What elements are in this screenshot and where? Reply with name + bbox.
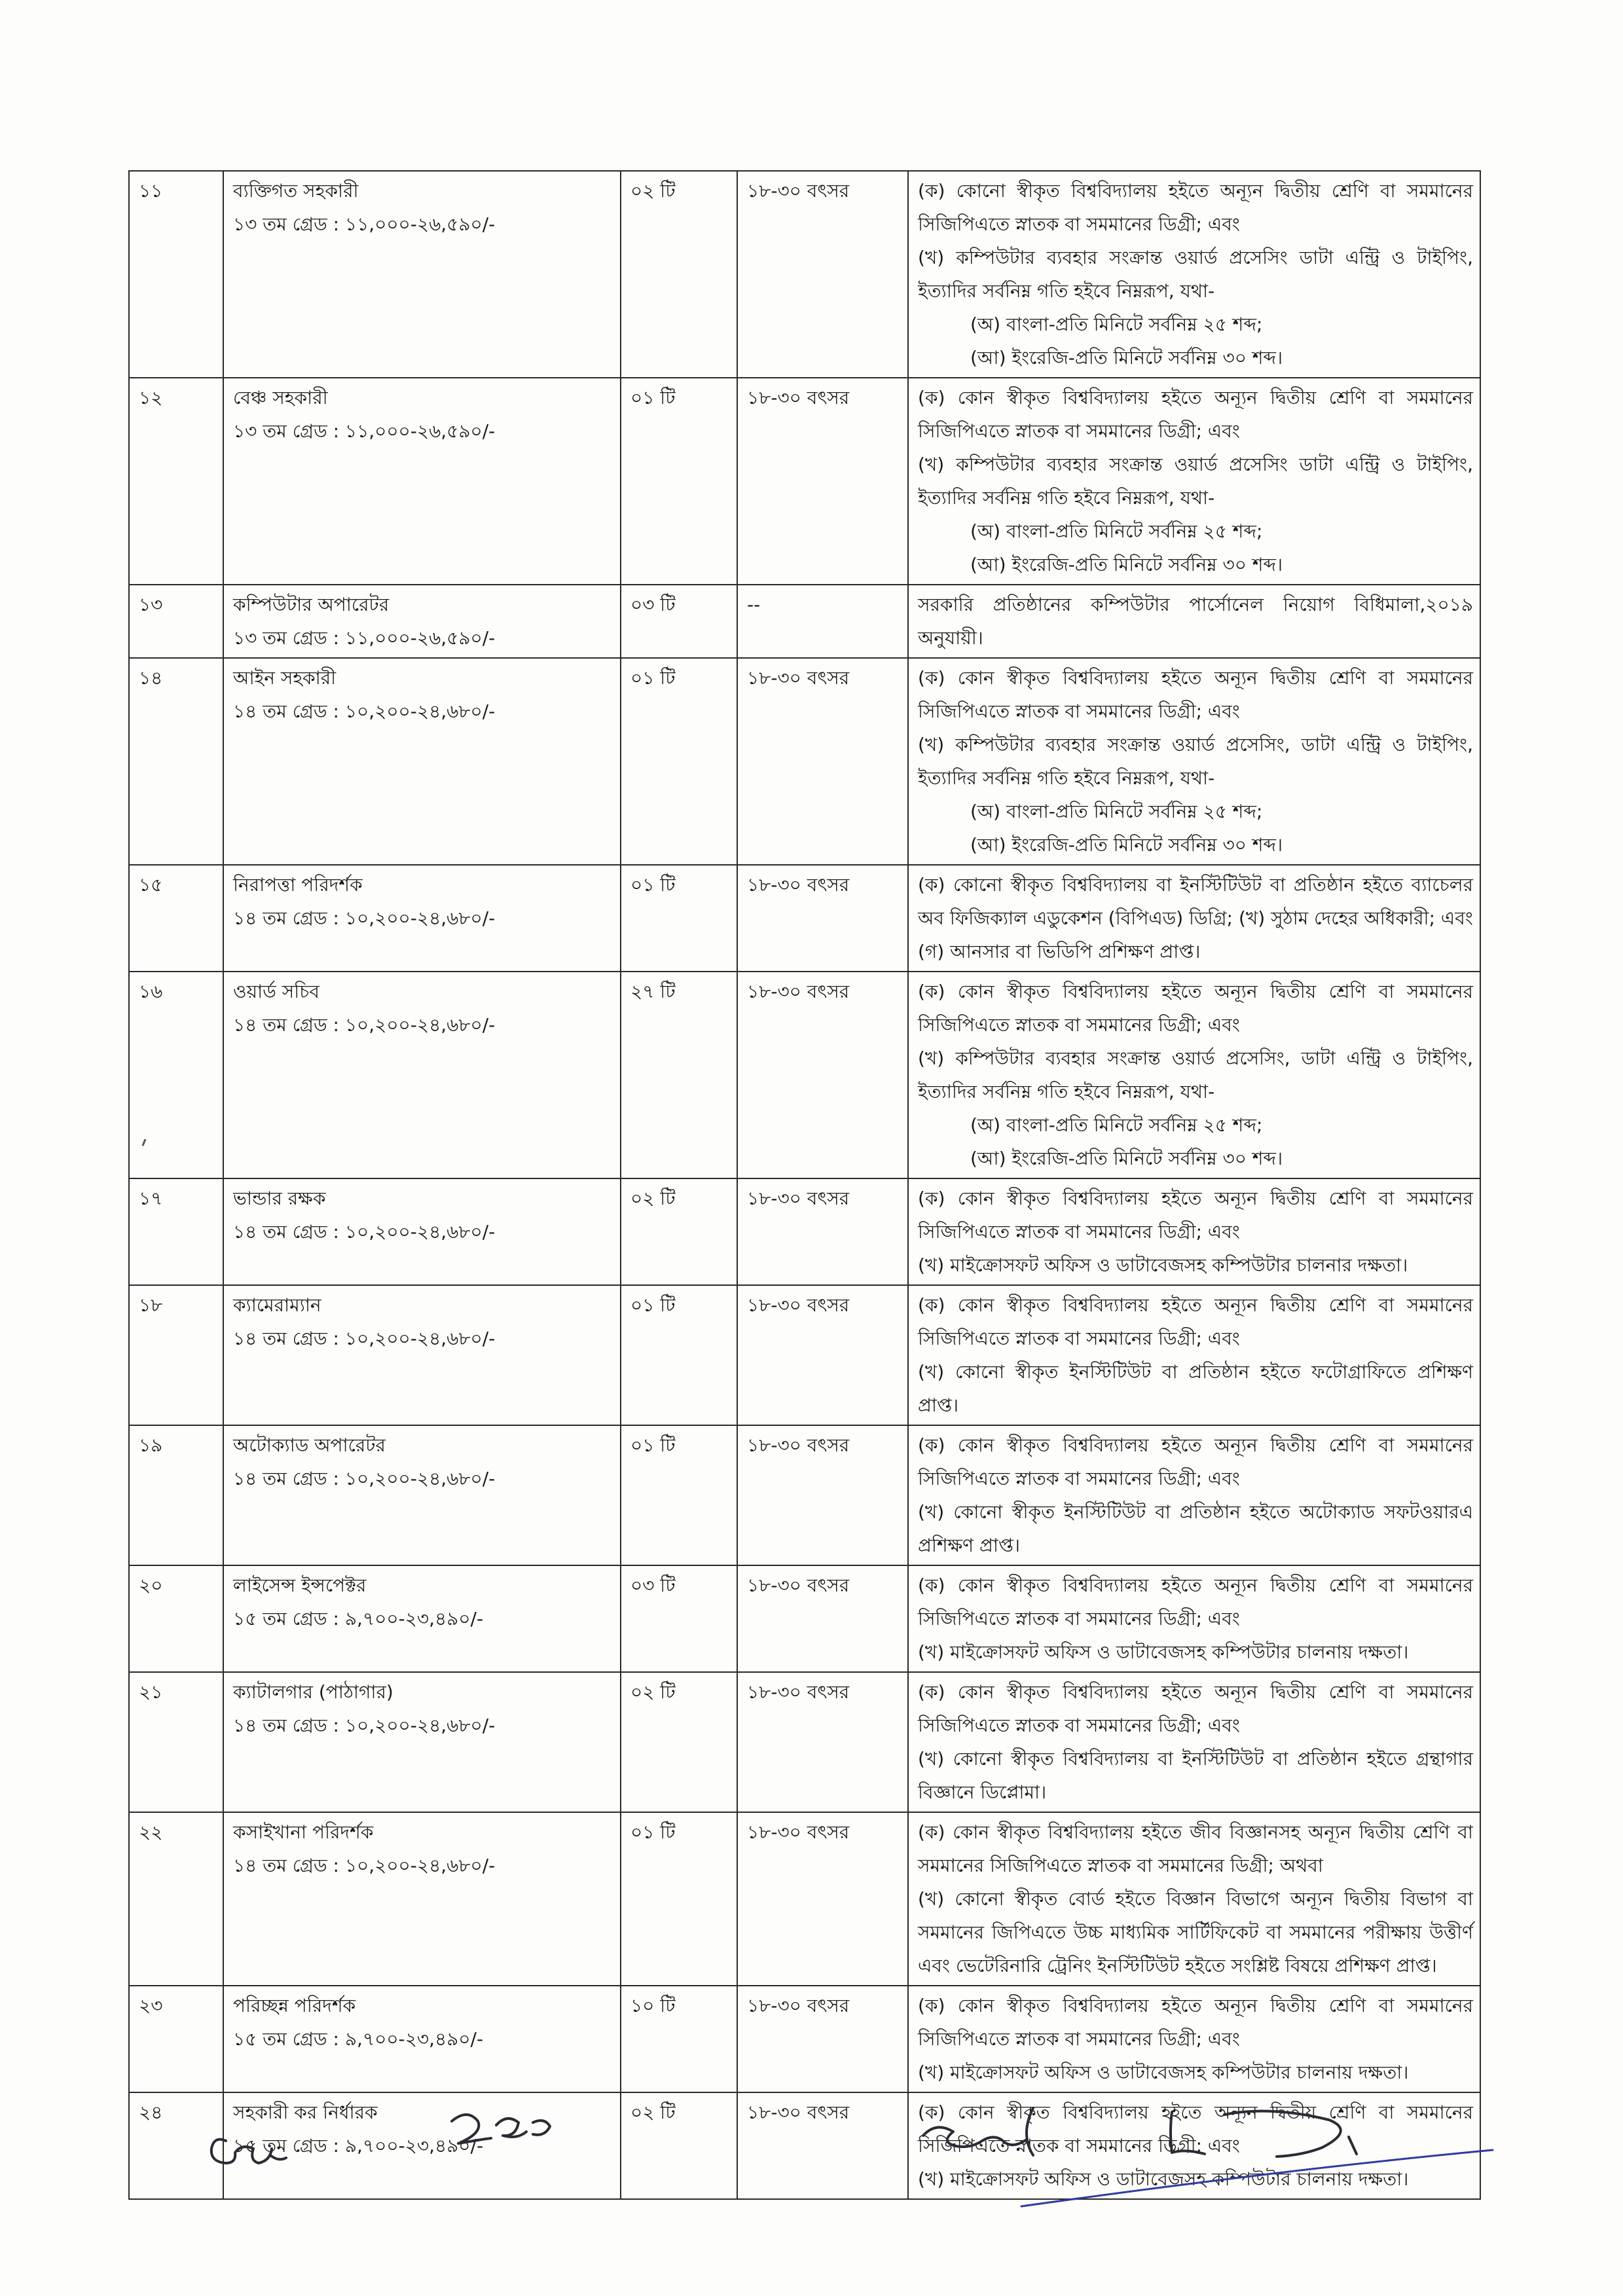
qualification-line: (খ) কম্পিউটার ব্যবহার সংক্রান্ত ওয়ার্ড প্রসেসিং ডাটা এন্ট্রি ও টাইপিং, ইত্যাদির সর্বনিম্ন গতি হইবে নিম্নরূপ, যথা-	[918, 454, 1473, 509]
qualification-line: (আ) ইংরেজি-প্রতি মিনিটে সর্বনিম্ন ৩০ শব্দ।	[970, 1148, 1283, 1169]
pay-grade: ১৪ তম গ্রেড : ১০,২০০-২৪,৬৮০/-	[233, 1221, 496, 1243]
age-limit: ১৮-৩০ বৎসর	[737, 1812, 908, 1986]
post-count: ০১ টি	[621, 1812, 737, 1986]
age-limit: ১৮-৩০ বৎসর	[737, 171, 908, 378]
qualification-line: (অ) বাংলা-প্রতি মিনিটে সর্বনিম্ন ২৫ শব্দ;	[970, 520, 1263, 542]
pay-grade: ১৪ তম গ্রেড : ১০,২০০-২৪,৬৮০/-	[233, 1014, 496, 1036]
post-count: ০২ টি	[621, 1178, 737, 1285]
signature-initials-1	[211, 2140, 286, 2163]
signature-underline	[1021, 2150, 1493, 2206]
pay-grade: ১৪ তম গ্রেড : ১০,২০০-২৪,৬৮০/-	[233, 1715, 496, 1736]
post-name: ভান্ডার রক্ষক	[233, 1188, 326, 1209]
qualification-line: (ক) কোন স্বীকৃত বিশ্ববিদ্যালয় হইতে অন্যূন দ্বিতীয় শ্রেণি বা সমমানের সিজিপিএতে স্নাতক বা সমমানের ডিগ্রী; এবং	[918, 667, 1473, 722]
signature-4	[1171, 2111, 1357, 2157]
post-name: লাইসেন্স ইন্সপেক্টর	[233, 1575, 367, 1596]
serial-number: ১৩	[129, 585, 223, 658]
age-limit: ১৮-৩০ বৎসর	[737, 865, 908, 972]
post-count: ০২ টি	[621, 2092, 737, 2199]
age-limit: ১৮-৩০ বৎসর	[737, 658, 908, 865]
serial-number: ১২	[129, 378, 223, 585]
pay-grade: ১৫ তম গ্রেড : ৯,৭০০-২৩,৪৯০/-	[233, 2028, 484, 2050]
post-name: আইন সহকারী	[233, 667, 337, 689]
post-name: ব্যক্তিগত সহকারী	[233, 180, 359, 202]
qualification-line: (খ) মাইক্রোসফট অফিস ও ডাটাবেজসহ কম্পিউটার চালনায় দক্ষতা।	[918, 2062, 1409, 2083]
qualification-line: (খ) কম্পিউটার ব্যবহার সংক্রান্ত ওয়ার্ড প্রসেসিং, ডাটা এন্ট্রি ও টাইপিং, ইত্যাদির সর্বনিম্ন গতি হইবে নিম্নরূপ, যথা-	[918, 734, 1473, 789]
serial-number: ২৩	[129, 1986, 223, 2092]
qualification-line: (খ) কোনো স্বীকৃত বিশ্ববিদ্যালয় বা ইনস্টিটিউট বা প্রতিষ্ঠান হইতে গ্রন্থাগার বিজ্ঞানে ডিপ্লোমা।	[918, 1748, 1473, 1803]
qualification-line: (খ) মাইক্রোসফট অফিস ও ডাটাবেজসহ কম্পিউটার চালনায় দক্ষতা।	[918, 1641, 1409, 1663]
age-limit: ১৮-৩০ বৎসর	[737, 1178, 908, 1285]
post-count: ০২ টি	[621, 171, 737, 378]
qualification-line: (খ) কম্পিউটার ব্যবহার সংক্রান্ত ওয়ার্ড প্রসেসিং, ডাটা এন্ট্রি ও টাইপিং, ইত্যাদির সর্বনিম্ন গতি হইবে নিম্নরূপ, যথা-	[918, 1048, 1473, 1102]
qualification-line: (ক) কোন স্বীকৃত বিশ্ববিদ্যালয় হইতে অন্যূন দ্বিতীয় শ্রেণি বা সমমানের সিজিপিএতে স্নাতক বা সমমানের ডিগ্রী; এবং	[918, 1995, 1473, 2050]
serial-number: ২০	[129, 1565, 223, 1672]
age-limit: --	[737, 585, 908, 658]
signature-3	[923, 2108, 1033, 2155]
post-count: ০১ টি	[621, 1285, 737, 1425]
post-name: অটোক্যাড অপারেটর	[233, 1434, 386, 1456]
post-name: ওয়ার্ড সচিব	[233, 981, 319, 1002]
qualification-line: (ক) কোন স্বীকৃত বিশ্ববিদ্যালয় হইতে অন্যূন দ্বিতীয় শ্রেণি বা সমমানের সিজিপিএতে স্নাতক বা সমমানের ডিগ্রী; এবং	[918, 1188, 1473, 1243]
qualification-line: (ক) কোন স্বীকৃত বিশ্ববিদ্যালয় হইতে অন্যূন দ্বিতীয় শ্রেণি বা সমমানের সিজিপিএতে স্নাতক বা সমমানের ডিগ্রী; এবং	[918, 1294, 1473, 1349]
post-name: সহকারী কর নির্ধারক	[233, 2102, 378, 2123]
post-name: ক্যাটালগার (পাঠাগার)	[233, 1681, 393, 1703]
serial-number: ১১	[129, 171, 223, 378]
qualification-line: (আ) ইংরেজি-প্রতি মিনিটে সর্বনিম্ন ৩০ শব্দ।	[970, 554, 1283, 575]
serial-number: ১৯	[129, 1425, 223, 1565]
post-name: কসাইখানা পরিদর্শক	[233, 1821, 374, 1843]
qualification-line: (ক) কোন স্বীকৃত বিশ্ববিদ্যালয় হইতে অন্যূন দ্বিতীয় শ্রেণি বা সমমানের সিজিপিএতে স্নাতক বা সমমানের ডিগ্রী; এবং	[918, 2102, 1473, 2157]
qualification-line: (খ) কোনো স্বীকৃত ইনস্টিটিউট বা প্রতিষ্ঠান হইতে ফটোগ্রাফিতে প্রশিক্ষণ প্রাপ্ত।	[918, 1361, 1473, 1416]
qualification-line: (ক) কোন স্বীকৃত বিশ্ববিদ্যালয় হইতে অন্যূন দ্বিতীয় শ্রেণি বা সমমানের সিজিপিএতে স্নাতক বা সমমানের ডিগ্রী; এবং	[918, 981, 1473, 1036]
serial-number: ১৫	[129, 865, 223, 972]
serial-number: ১৮	[129, 1285, 223, 1425]
pay-grade: ১৪ তম গ্রেড : ১০,২০০-২৪,৬৮০/-	[233, 701, 496, 722]
pay-grade: ১৫ তম গ্রেড : ৯,৭০০-২৩,৪৯০/-	[233, 1608, 484, 1630]
post-name: বেঞ্চ সহকারী	[233, 387, 328, 409]
margin-pen-mark	[143, 1139, 145, 1146]
post-name: ক্যামেরাম্যান	[233, 1294, 321, 1316]
age-limit: ১৮-৩০ বৎসর	[737, 2092, 908, 2199]
serial-number: ১৬	[129, 972, 223, 1178]
pay-grade: ১৪ তম গ্রেড : ১০,২০০-২৪,৬৮০/-	[233, 1855, 496, 1876]
post-count: ০২ টি	[621, 1672, 737, 1812]
post-count: ০১ টি	[621, 865, 737, 972]
qualification-line: (অ) বাংলা-প্রতি মিনিটে সর্বনিম্ন ২৫ শব্দ;	[970, 801, 1263, 822]
pay-grade: ১৩ তম গ্রেড : ১১,০০০-২৬,৫৯০/-	[233, 627, 496, 649]
qualification-line: (আ) ইংরেজি-প্রতি মিনিটে সর্বনিম্ন ৩০ শব্দ।	[970, 347, 1283, 369]
post-count: ২৭ টি	[621, 972, 737, 1178]
post-count: ০৩ টি	[621, 585, 737, 658]
serial-number: ১৭	[129, 1178, 223, 1285]
age-limit: ১৮-৩০ বৎসর	[737, 1672, 908, 1812]
qualification-line: (আ) ইংরেজি-প্রতি মিনিটে সর্বনিম্ন ৩০ শব্দ।	[970, 834, 1283, 856]
age-limit: ১৮-৩০ বৎসর	[737, 1425, 908, 1565]
qualification-line: (অ) বাংলা-প্রতি মিনিটে সর্বনিম্ন ২৫ শব্দ;	[970, 1114, 1263, 1136]
post-count: ০৩ টি	[621, 1565, 737, 1672]
pay-grade: ১৩ তম গ্রেড : ১১,০০০-২৬,৫৯০/-	[233, 420, 496, 442]
post-name: কম্পিউটার অপারেটর	[233, 594, 390, 615]
serial-number: ২১	[129, 1672, 223, 1812]
qualification-line: (খ) মাইক্রোসফট অফিস ও ডাটাবেজসহ কম্পিউটার চালনার দক্ষতা।	[918, 1254, 1408, 1276]
pay-grade: ১৪ তম গ্রেড : ১০,২০০-২৪,৬৮০/-	[233, 1328, 496, 1349]
post-count: ০১ টি	[621, 1425, 737, 1565]
qualification-line: (ক) কোনো স্বীকৃত বিশ্ববিদ্যালয় হইতে অন্যূন দ্বিতীয় শ্রেণি বা সমমানের সিজিপিএতে স্নাতক বা সমমানের ডিগ্রী; এবং	[918, 180, 1473, 235]
qualification-line: (ক) কোন স্বীকৃত বিশ্ববিদ্যালয় হইতে অন্যূন দ্বিতীয় শ্রেণি বা সমমানের সিজিপিএতে স্নাতক বা সমমানের ডিগ্রী; এবং	[918, 1434, 1473, 1489]
qualification-line: (গ) আনসার বা ভিডিপি প্রশিক্ষণ প্রাপ্ত।	[918, 941, 1201, 962]
age-limit: ১৮-৩০ বৎসর	[737, 972, 908, 1178]
qualification-line: (অ) বাংলা-প্রতি মিনিটে সর্বনিম্ন ২৫ শব্দ;	[970, 314, 1263, 335]
post-count: ০১ টি	[621, 378, 737, 585]
qualification-line: (ক) কোন স্বীকৃত বিশ্ববিদ্যালয় হইতে অন্যূন দ্বিতীয় শ্রেণি বা সমমানের সিজিপিএতে স্নাতক বা সমমানের ডিগ্রী; এবং	[918, 387, 1473, 442]
age-limit: ১৮-৩০ বৎসর	[737, 1285, 908, 1425]
serial-number: ২২	[129, 1812, 223, 1986]
pay-grade: ১৫ তম গ্রেড : ৯,৭০০-২৩,৪৯০/-	[233, 2135, 484, 2157]
qualification-line: (খ) কোনো স্বীকৃত ইনস্টিটিউট বা প্রতিষ্ঠান হইতে অটোক্যাড সফটওয়ারএ প্রশিক্ষণ প্রাপ্ত।	[918, 1501, 1473, 1556]
serial-number: ১৪	[129, 658, 223, 865]
signature-initials-2	[452, 2115, 550, 2143]
age-limit: ১৮-৩০ বৎসর	[737, 378, 908, 585]
serial-number: ২৪	[129, 2092, 223, 2199]
post-count: ০১ টি	[621, 658, 737, 865]
post-name: পরিচ্ছন্ন পরিদর্শক	[233, 1995, 356, 2016]
qualification-line: (খ) মাইক্রোসফট অফিস ও ডাটাবেজসহ কম্পিউটার চালনায় দক্ষতা।	[918, 2168, 1409, 2190]
pay-grade: ১৪ তম গ্রেড : ১০,২০০-২৪,৬৮০/-	[233, 907, 496, 929]
age-limit: ১৮-৩০ বৎসর	[737, 1565, 908, 1672]
post-name: নিরাপত্তা পরিদর্শক	[233, 874, 363, 896]
qualification-line: (ক) কোন স্বীকৃত বিশ্ববিদ্যালয় হইতে অন্যূন দ্বিতীয় শ্রেণি বা সমমানের সিজিপিএতে স্নাতক বা সমমানের ডিগ্রী; এবং	[918, 1575, 1473, 1630]
qualification-line: (ক) কোন স্বীকৃত বিশ্ববিদ্যালয় হইতে অন্যূন দ্বিতীয় শ্রেণি বা সমমানের সিজিপিএতে স্নাতক বা সমমানের ডিগ্রী; এবং	[918, 1681, 1473, 1736]
qualification-line: (ক) কোনো স্বীকৃত বিশ্ববিদ্যালয় বা ইনস্টিটিউট বা প্রতিষ্ঠান হইতে ব্যাচেলর অব ফিজিক্যাল এডুকেশন (বিপিএড) ডিগ্রি; (খ) সুঠাম দেহের অধিকারী; এবং	[918, 874, 1473, 929]
age-limit: ১৮-৩০ বৎসর	[737, 1986, 908, 2092]
pay-grade: ১৪ তম গ্রেড : ১০,২০০-২৪,৬৮০/-	[233, 1468, 496, 1489]
qualification-line: (খ) কম্পিউটার ব্যবহার সংক্রান্ত ওয়ার্ড প্রসেসিং ডাটা এন্ট্রি ও টাইপিং, ইত্যাদির সর্বনিম্ন গতি হইবে নিম্নরূপ, যথা-	[918, 247, 1473, 302]
pay-grade: ১৩ তম গ্রেড : ১১,০০০-২৬,৫৯০/-	[233, 213, 496, 235]
post-count: ১০ টি	[621, 1986, 737, 2092]
qualification-line: সরকারি প্রতিষ্ঠানের কম্পিউটার পার্সোনেল নিয়োগ বিধিমালা,২০১৯ অনুযায়ী।	[918, 594, 1473, 649]
qualification-line: (ক) কোন স্বীকৃত বিশ্ববিদ্যালয় হইতে জীব বিজ্ঞানসহ অন্যূন দ্বিতীয় শ্রেণি বা সমমানের সিজিপিএতে স্নাতক বা সমমানের ডিগ্রী; অথবা	[918, 1821, 1473, 1876]
qualification-line: (খ) কোনো স্বীকৃত বোর্ড হইতে বিজ্ঞান বিভাগে অন্যূন দ্বিতীয় বিভাগ বা সমমানের জিপিএতে উচ্চ মাধ্যমিক সার্টিফিকেট বা সমমানের পরীক্ষায় উত্তীর্ণ এবং ভেটেরিনারি ট্রেনিং ইনস্টিটিউট হইতে সংশ্লিষ্ট বিষয়ে প্রশিক্ষণ প্রাপ্ত।	[918, 1888, 1473, 1977]
